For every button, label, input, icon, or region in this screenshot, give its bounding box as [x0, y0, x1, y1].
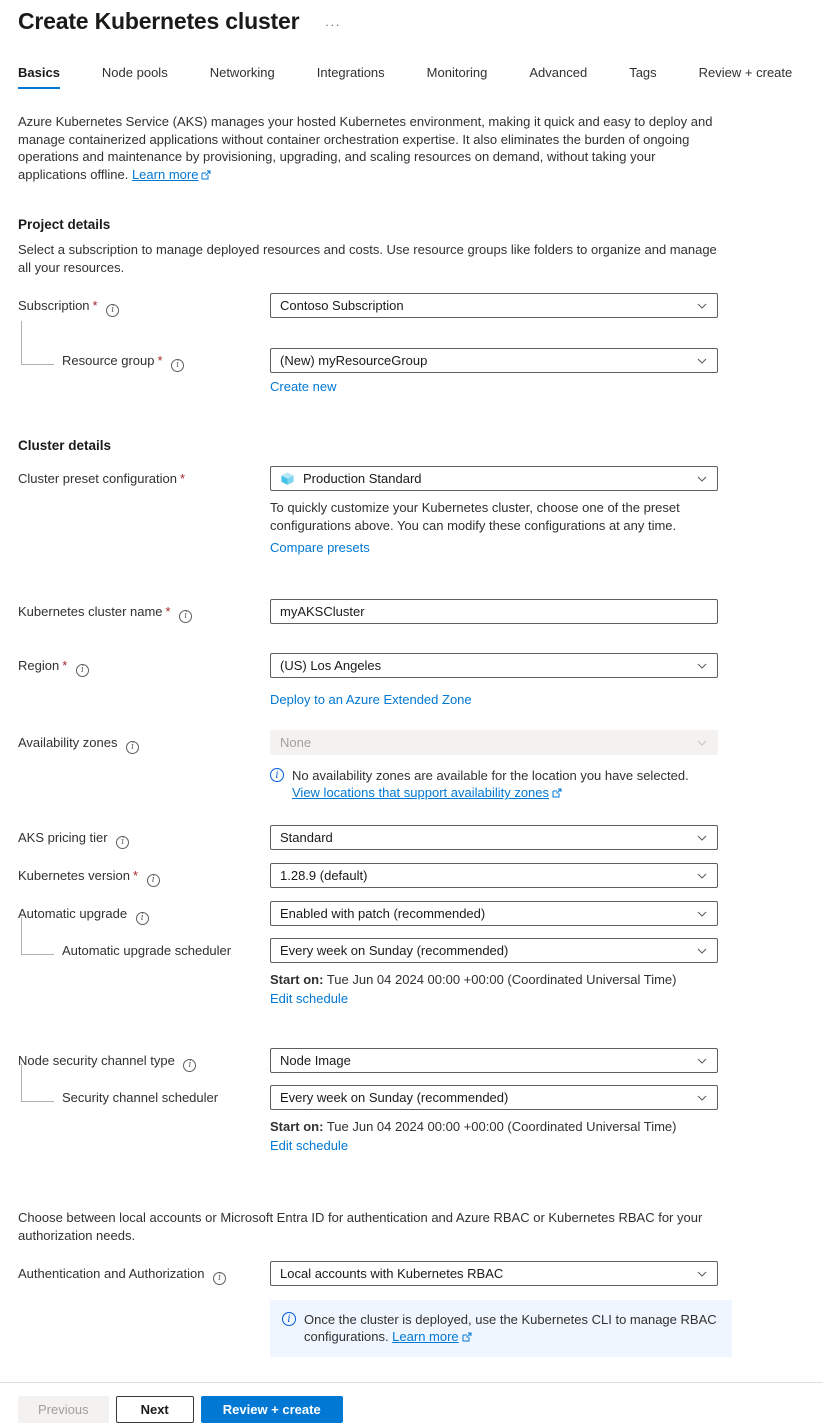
wizard-tabs	[18, 65, 805, 89]
field-region	[18, 653, 805, 707]
external-link-icon	[462, 1329, 472, 1346]
chevron-down-icon	[696, 737, 708, 749]
auto-upgrade-scheduler-select[interactable]: Every week on Sunday (recommended)	[270, 938, 718, 963]
cluster-preset-label: Cluster preset configuration	[18, 471, 177, 486]
subscription-select[interactable]: Contoso Subscription	[270, 293, 718, 318]
subscription-label: Subscription	[18, 298, 90, 313]
auth-intro-paragraph: Choose between local accounts or Microsoft Entra ID for authentication and Azure RBAC or Kubernetes RBAC for your authorization needs.	[18, 1210, 703, 1243]
view-locations-link[interactable]: View locations that support availability zones	[292, 785, 550, 800]
pricing-tier-label: AKS pricing tier	[18, 830, 108, 845]
field-auto-upgrade-scheduler	[18, 938, 805, 1006]
tab-integrations[interactable]: Integrations	[316, 65, 385, 80]
chevron-down-icon	[696, 1055, 708, 1067]
availability-zones-select: None	[270, 730, 718, 755]
edit-schedule-link[interactable]: Edit schedule	[270, 1138, 349, 1153]
cluster-name-label: Kubernetes cluster name	[18, 604, 163, 619]
required-marker: *	[157, 353, 163, 368]
chevron-down-icon	[696, 473, 708, 485]
auto-upgrade-scheduler-label: Automatic upgrade scheduler	[62, 943, 232, 958]
info-icon[interactable]: i	[76, 664, 89, 677]
intro-learn-more-link[interactable]: Learn more	[131, 166, 199, 182]
tab-basics[interactable]: Basics	[18, 65, 60, 89]
auto-upgrade-label: Automatic upgrade	[18, 906, 128, 921]
tab-networking[interactable]: Networking	[209, 65, 275, 80]
required-marker: *	[62, 658, 68, 673]
k8s-version-select[interactable]: 1.28.9 (default)	[270, 863, 718, 888]
chevron-down-icon	[696, 1092, 708, 1104]
field-availability-zones	[18, 730, 805, 802]
hierarchy-connector	[21, 1064, 54, 1102]
field-auth	[18, 1261, 805, 1357]
external-link-icon	[201, 167, 211, 185]
cluster-preset-select[interactable]: Production Standard	[270, 466, 718, 491]
resource-group-select[interactable]: (New) myResourceGroup	[270, 348, 718, 373]
footer	[0, 1383, 823, 1423]
info-icon[interactable]: i	[116, 836, 129, 849]
required-marker: *	[133, 868, 139, 883]
security-scheduler-label: Security channel scheduler	[62, 1090, 219, 1105]
chevron-down-icon	[696, 300, 708, 312]
rbac-info-text: Once the cluster is deployed, use the Kubernetes CLI to manage RBAC configurations.	[304, 1312, 717, 1344]
extended-zone-link[interactable]: Deploy to an Azure Extended Zone	[270, 692, 472, 707]
rbac-info-box	[270, 1300, 732, 1357]
project-details-heading: Project details	[18, 217, 111, 232]
page-title: Create Kubernetes cluster	[18, 8, 300, 34]
security-scheduler-select[interactable]: Every week on Sunday (recommended)	[270, 1085, 718, 1110]
next-button[interactable]: Next	[116, 1396, 194, 1423]
info-icon[interactable]: i	[147, 874, 160, 887]
tab-advanced[interactable]: Advanced	[529, 65, 588, 80]
intro-paragraph	[18, 113, 714, 184]
k8s-version-label: Kubernetes version	[18, 868, 131, 883]
info-icon[interactable]: i	[171, 359, 184, 372]
preset-cube-icon	[280, 471, 295, 486]
info-icon[interactable]: i	[136, 912, 149, 925]
field-resource-group	[18, 348, 805, 394]
hierarchy-connector	[21, 321, 54, 365]
previous-button: Previous	[18, 1396, 109, 1423]
region-select[interactable]: (US) Los Angeles	[270, 653, 718, 678]
create-new-link[interactable]: Create new	[270, 379, 337, 394]
more-options-icon[interactable]: ...	[325, 15, 342, 29]
security-channel-label: Node security channel type	[18, 1053, 175, 1068]
rbac-learn-more-link[interactable]: Learn more	[392, 1329, 459, 1344]
auto-upgrade-select[interactable]: Enabled with patch (recommended)	[270, 901, 718, 926]
availability-zones-label: Availability zones	[18, 735, 118, 750]
info-icon[interactable]: i	[213, 1272, 226, 1285]
field-security-channel	[18, 1048, 805, 1073]
field-auto-upgrade	[18, 901, 805, 926]
security-start-on: Start on: Tue Jun 04 2024 00:00 +00:00 (Coordinated Universal Time)	[270, 1119, 677, 1134]
availability-zones-info	[270, 767, 718, 802]
tab-monitoring[interactable]: Monitoring	[426, 65, 488, 80]
review-create-button[interactable]: Review + create	[201, 1396, 343, 1423]
field-security-scheduler	[18, 1085, 805, 1153]
info-icon[interactable]: i	[126, 741, 139, 754]
chevron-down-icon	[696, 660, 708, 672]
hierarchy-connector	[21, 917, 54, 955]
field-pricing-tier	[18, 825, 805, 850]
project-details-description: Select a subscription to manage deployed resources and costs. Use resource groups like folders to organize and manage all your resources.	[18, 242, 717, 275]
tab-node-pools[interactable]: Node pools	[101, 65, 168, 80]
chevron-down-icon	[696, 832, 708, 844]
info-icon[interactable]: i	[179, 610, 192, 623]
chevron-down-icon	[696, 908, 708, 920]
edit-schedule-link[interactable]: Edit schedule	[270, 991, 349, 1006]
pricing-tier-select[interactable]: Standard	[270, 825, 718, 850]
intro-text: Azure Kubernetes Service (AKS) manages your hosted Kubernetes environment, making it quick and easy to deploy and manage containerized applications without container orchestration expertise. It also eliminates the burden of ongoing operations and maintenance by provisioning, upgrading, and scaling resources on demand, without taking your applications offline.	[18, 114, 713, 182]
info-icon[interactable]: i	[106, 304, 119, 317]
cluster-details-heading: Cluster details	[18, 438, 112, 453]
chevron-down-icon	[696, 945, 708, 957]
chevron-down-icon	[696, 870, 708, 882]
tab-review-create[interactable]: Review + create	[698, 65, 793, 80]
field-subscription	[18, 293, 805, 318]
external-link-icon	[552, 785, 562, 802]
tab-tags[interactable]: Tags	[629, 65, 657, 80]
required-marker: *	[179, 471, 186, 486]
required-marker: *	[165, 604, 171, 619]
info-icon: i	[270, 768, 284, 782]
availability-info-text: No availability zones are available for the location you have selected.	[292, 768, 689, 783]
compare-presets-link[interactable]: Compare presets	[270, 540, 370, 555]
auth-select[interactable]: Local accounts with Kubernetes RBAC	[270, 1261, 718, 1286]
region-label: Region	[18, 658, 60, 673]
field-cluster-name	[18, 599, 805, 624]
preset-helper-text: To quickly customize your Kubernetes cluster, choose one of the preset configurations above. You can modify these configurations at any time.	[270, 500, 680, 533]
resource-group-label: Resource group	[62, 353, 155, 368]
cluster-name-input[interactable]	[270, 599, 718, 624]
info-icon[interactable]: i	[183, 1059, 196, 1072]
field-k8s-version	[18, 863, 805, 888]
info-icon: i	[282, 1312, 296, 1326]
chevron-down-icon	[696, 355, 708, 367]
field-cluster-preset	[18, 466, 805, 555]
security-channel-select[interactable]: Node Image	[270, 1048, 718, 1073]
chevron-down-icon	[696, 1268, 708, 1280]
required-marker: *	[92, 298, 98, 313]
page-header	[18, 8, 805, 35]
auth-label: Authentication and Authorization	[18, 1266, 205, 1281]
upgrade-start-on: Start on: Tue Jun 04 2024 00:00 +00:00 (Coordinated Universal Time)	[270, 972, 677, 987]
